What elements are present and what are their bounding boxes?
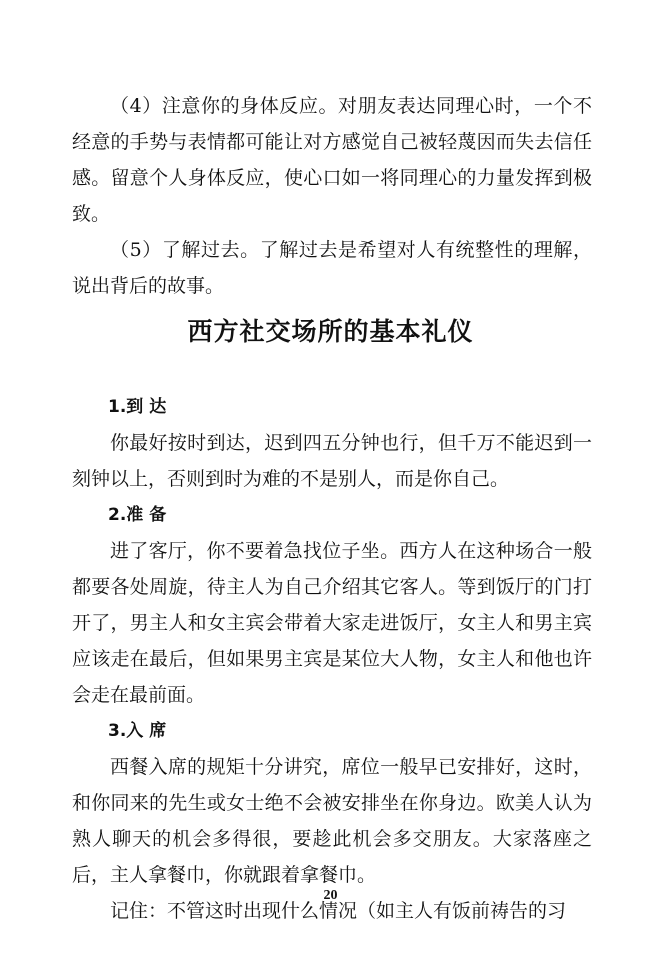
paragraph: 西餐入席的规矩十分讲究，席位一般早已安排好，这时，和你同来的先生或女士绝不会被安排坐在你身边。欧美人认为熟人聊天的机会多得很，要趁此机会多交朋友。大家落座之后，主人拿餐巾，你就跟着拿餐巾。 xyxy=(72,756,592,886)
etiquette-text-block xyxy=(72,389,592,929)
page-number: 20 xyxy=(323,888,338,903)
section-title: 西方社交场所的基本礼仪 xyxy=(187,317,474,346)
section-preparation xyxy=(72,497,592,713)
section-arrival xyxy=(72,389,592,497)
section-heading: 3.入 席 xyxy=(108,721,167,741)
paragraph-body-reaction: （4）注意你的身体反应。对朋友表达同理心时，一个不经意的手势与表情都可能让对方感觉自己被轻蔑因而失去信任感。留意个人身体反应，使心口如一将同理心的力量发挥到极致。 xyxy=(72,95,592,225)
section-heading: 2.准 备 xyxy=(108,505,167,525)
paragraph-understand-past: （5）了解过去。了解过去是希望对人有统整性的理解，说出背后的故事。 xyxy=(72,239,592,297)
paragraph: 进了客厅，你不要着急找位子坐。西方人在这种场合一般都要各处周旋，待主人为自己介绍其它客人。等到饭厅的门打开了，男主人和女主宾会带着大家走进饭厅，女主人和男主宾应该走在最后，但如果男主宾是某位大人物，女主人和他也许会走在最前面。 xyxy=(72,540,592,706)
section-heading: 1.到 达 xyxy=(108,397,167,417)
paragraph: 记住：不管这时出现什么情况（如主人有饭前祷告的习 xyxy=(110,900,567,922)
paragraph: 你最好按时到达，迟到四五分钟也行，但千万不能迟到一刻钟以上，否则到时为难的不是别人，而是你自己。 xyxy=(72,432,592,490)
top-text-block xyxy=(72,88,592,304)
